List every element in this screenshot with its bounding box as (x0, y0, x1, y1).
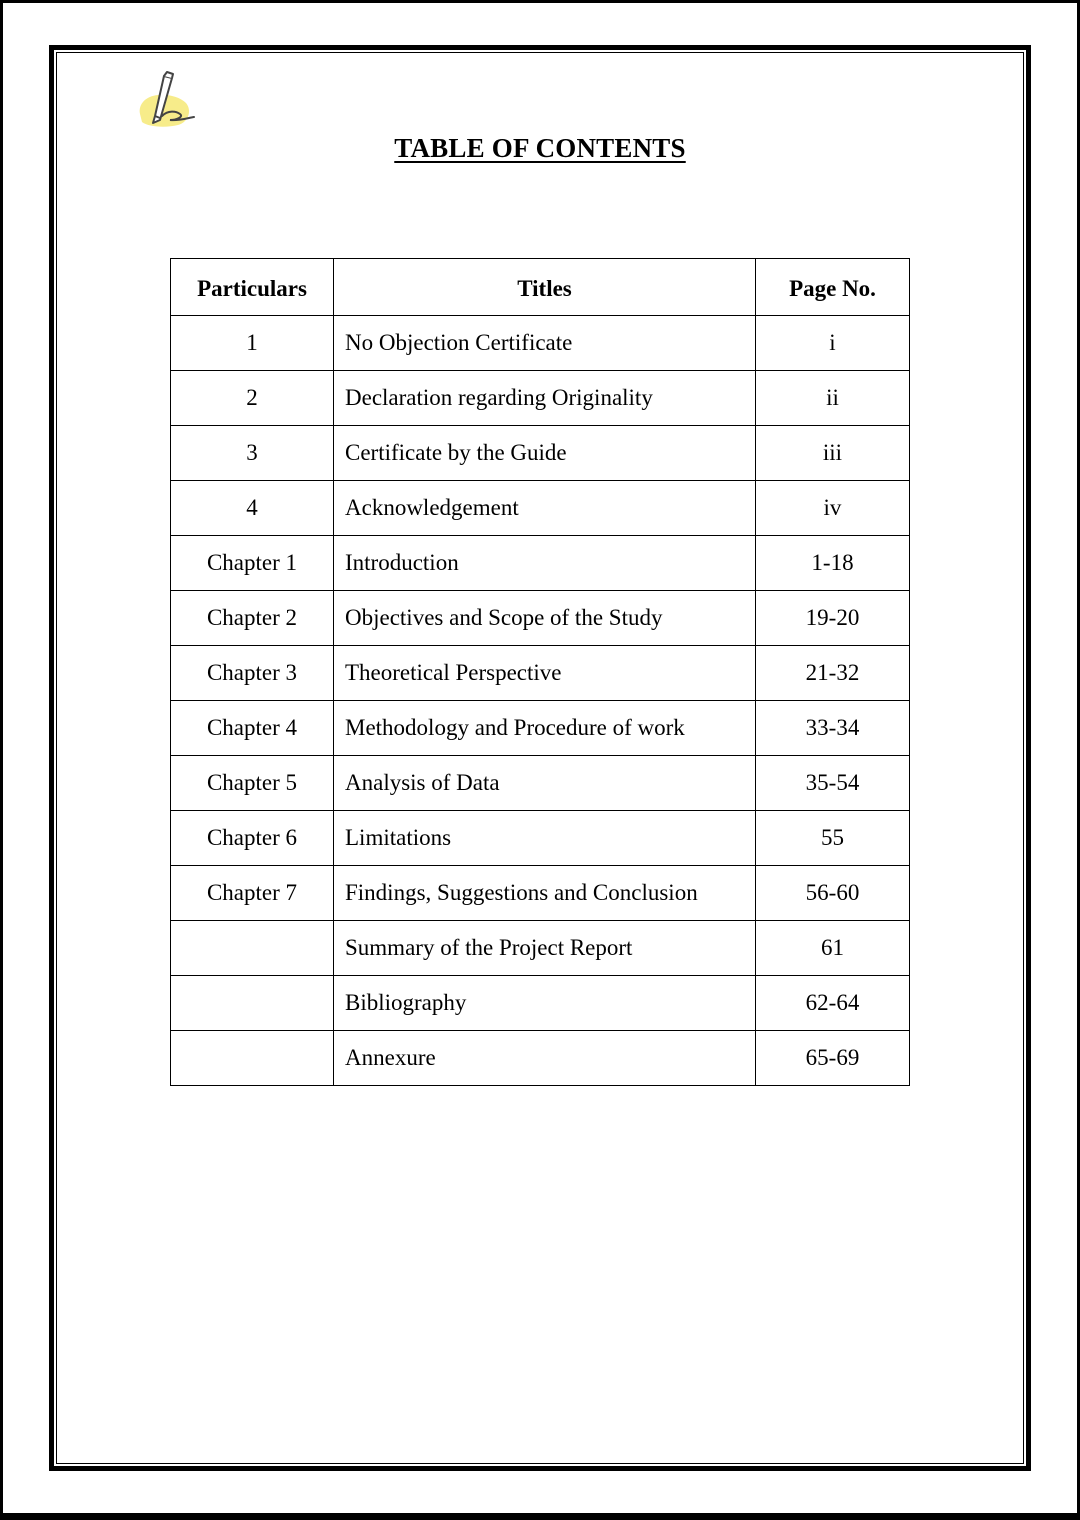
header-particulars: Particulars (171, 259, 334, 316)
particulars-cell: Chapter 5 (171, 756, 334, 811)
table-header-row (171, 259, 910, 316)
particulars-cell: Chapter 6 (171, 811, 334, 866)
title-cell: Certificate by the Guide (334, 426, 756, 481)
particulars-cell: 1 (171, 316, 334, 371)
page-title: TABLE OF CONTENTS (394, 133, 686, 163)
table-row (171, 811, 910, 866)
table-row (171, 756, 910, 811)
page-number-cell: 33-34 (756, 701, 910, 756)
title-cell: Bibliography (334, 976, 756, 1031)
particulars-cell: Chapter 4 (171, 701, 334, 756)
title-cell: Annexure (334, 1031, 756, 1086)
table-row (171, 921, 910, 976)
title-cell: Objectives and Scope of the Study (334, 591, 756, 646)
page-number-cell: iii (756, 426, 910, 481)
title-cell: Declaration regarding Originality (334, 371, 756, 426)
header-page-no: Page No. (756, 259, 910, 316)
page-number-cell: 55 (756, 811, 910, 866)
table-of-contents (170, 258, 910, 1086)
page-number-cell: 56-60 (756, 866, 910, 921)
title-cell: No Objection Certificate (334, 316, 756, 371)
table-row (171, 591, 910, 646)
page-number-cell: 35-54 (756, 756, 910, 811)
table-row (171, 536, 910, 591)
title-cell: Summary of the Project Report (334, 921, 756, 976)
title-cell: Acknowledgement (334, 481, 756, 536)
table-row (171, 1031, 910, 1086)
page-number-cell: 61 (756, 921, 910, 976)
title-cell: Findings, Suggestions and Conclusion (334, 866, 756, 921)
particulars-cell (171, 976, 334, 1031)
particulars-cell: Chapter 1 (171, 536, 334, 591)
particulars-cell: Chapter 7 (171, 866, 334, 921)
particulars-cell: 3 (171, 426, 334, 481)
title-cell: Theoretical Perspective (334, 646, 756, 701)
particulars-cell: Chapter 3 (171, 646, 334, 701)
title-cell: Methodology and Procedure of work (334, 701, 756, 756)
particulars-cell: Chapter 2 (171, 591, 334, 646)
particulars-cell: 4 (171, 481, 334, 536)
table-row (171, 481, 910, 536)
particulars-cell: 2 (171, 371, 334, 426)
pen-signature-icon (134, 70, 204, 132)
particulars-cell (171, 921, 334, 976)
table-row (171, 426, 910, 481)
page-number-cell: 65-69 (756, 1031, 910, 1086)
page-number-cell: ii (756, 371, 910, 426)
page-number-cell: iv (756, 481, 910, 536)
title-cell: Analysis of Data (334, 756, 756, 811)
header-titles: Titles (334, 259, 756, 316)
particulars-cell (171, 1031, 334, 1086)
table-row (171, 866, 910, 921)
page-number-cell: 62-64 (756, 976, 910, 1031)
table-body (171, 316, 910, 1086)
title-cell: Introduction (334, 536, 756, 591)
page-number-cell: i (756, 316, 910, 371)
table-row (171, 646, 910, 701)
page-number-cell: 1-18 (756, 536, 910, 591)
table-row (171, 316, 910, 371)
page-number-cell: 19-20 (756, 591, 910, 646)
page-number-cell: 21-32 (756, 646, 910, 701)
table-row (171, 701, 910, 756)
title-cell: Limitations (334, 811, 756, 866)
table-row (171, 976, 910, 1031)
table-row (171, 371, 910, 426)
